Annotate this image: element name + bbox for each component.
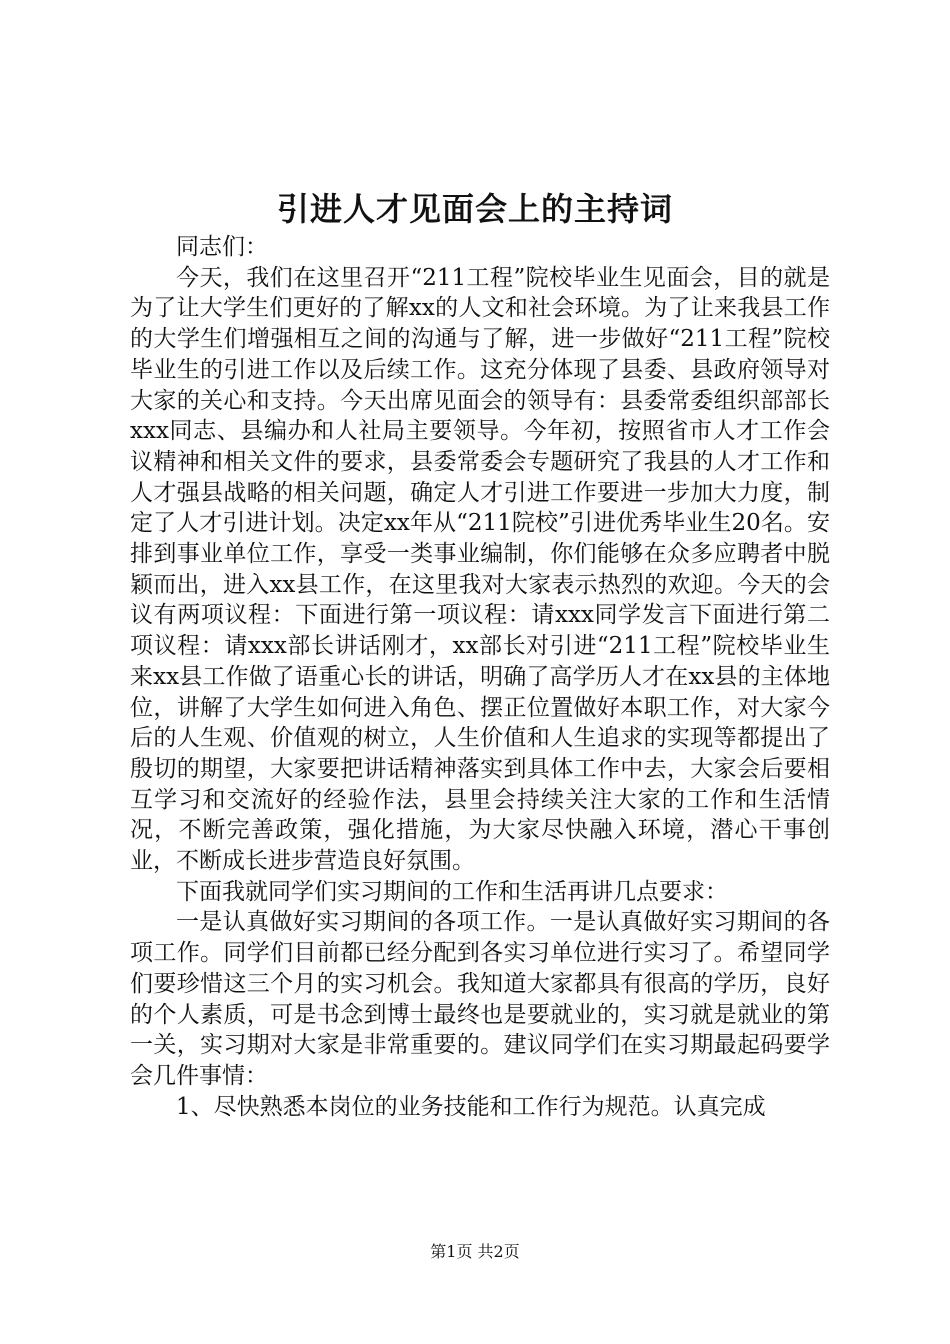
body-paragraph: 一是认真做好实习期间的各项工作。一是认真做好实习期间的各项工作。同学们目前都已经分配到各实习单位进行实习了。希望同学们要珍惜这三个月的实习机会。我知道大家都具有很高的学历，良好的个人素质，可是书念到博士最终也是要就业的，实习就是就业的第一关，实习期对大家是非常重要的。建议同学们在实习期最起码要学会几件事情：: [130, 909, 830, 1089]
salutation-paragraph: 同志们：: [176, 234, 268, 260]
body-paragraph: 下面我就同学们实习期间的工作和生活再讲几点要求：: [176, 878, 728, 905]
document-body: [130, 232, 830, 1122]
body-paragraph: 今天，我们在这里召开“211工程”院校毕业生见面会，目的就是为了让大学生们更好的了解xx的人文和社会环境。为了让来我县工作的大学生们增强相互之间的沟通与了解，进一步做好“211工程”院校毕业生的引进工作以及后续工作。这充分体现了县委、县政府领导对大家的关心和支持。今天出席见面会的领导有：县委常委组织部部长xxx同志、县编办和人社局主要领导。今年初，按照省市人才工作会议精神和相关文件的要求，县委常委会专题研究了我县的人才工作和人才强县战略的相关问题，确定人才引进工作要进一步加大力度，制定了人才引进计划。决定xx年从“211院校”引进优秀毕业生20名。安排到事业单位工作，享受一类事业编制，你们能够在众多应聘者中脱颖而出，进入xx县工作，在这里我对大家表示热烈的欢迎。今天的会议有两项议程：下面进行第一项议程：请xxx同学发言下面进行第二项议程：请xxx部长讲话刚才，xx部长对引进“211工程”院校毕业生来xx县工作做了语重心长的讲话，明确了高学历人才在xx县的主体地位，讲解了大学生如何进入角色、摆正位置做好本职工作，对大家今后的人生观、价值观的树立，人生价值和人生追求的实现等都提出了殷切的期望，大家要把讲话精神落实到具体工作中去，大家会后要相互学习和交流好的经验作法，县里会持续关注大家的工作和生活情况，不断完善政策，强化措施，为大家尽快融入环境，潜心干事创业，不断成长进步营造良好氛围。: [130, 264, 830, 875]
body-paragraph: 1、尽快熟悉本岗位的业务技能和工作行为规范。认真完成: [176, 1093, 766, 1120]
document-title: 引进人才见面会上的主持词: [276, 190, 673, 228]
page-number-footer: 第1页 共2页: [430, 1242, 520, 1261]
